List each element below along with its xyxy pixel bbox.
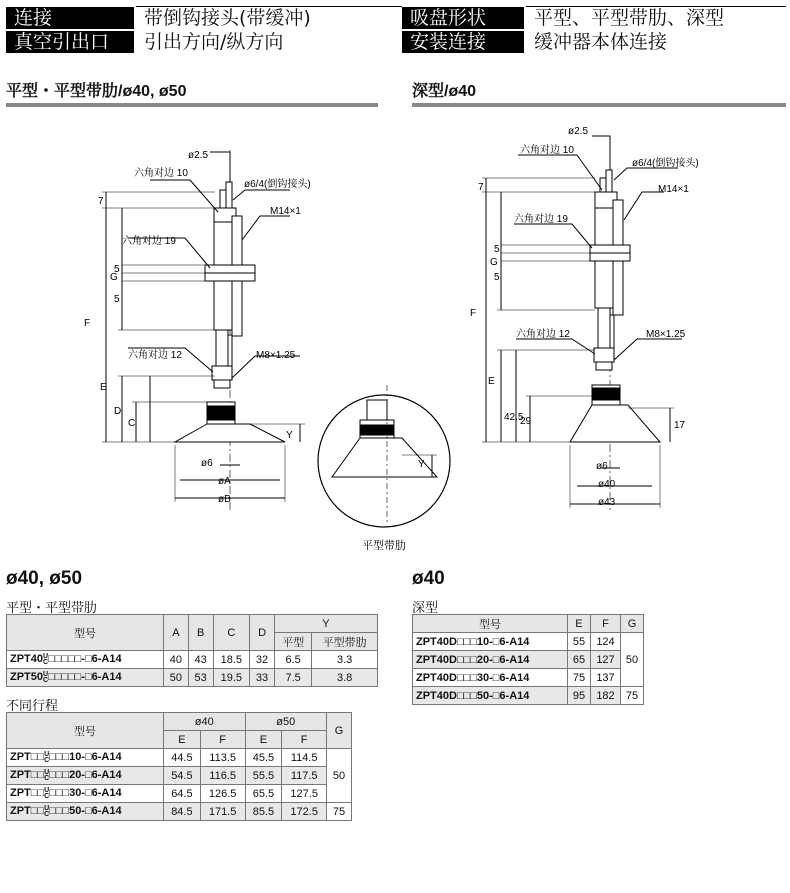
label-d6: ø6 bbox=[596, 461, 608, 472]
th-model: 型号 bbox=[7, 713, 164, 749]
spec-value-vacuum-port: 引出方向/纵方向 bbox=[135, 30, 402, 54]
cell-c: 18.5 bbox=[213, 651, 250, 669]
label-dim5b: 5 bbox=[114, 294, 120, 305]
cell-e50: 55.5 bbox=[245, 767, 282, 785]
uc-mark: U C bbox=[44, 768, 50, 782]
label-dA: øA bbox=[218, 476, 231, 487]
label-d43: ø43 bbox=[598, 497, 616, 508]
cell-model: ZPT40D□□□50-□6-A14 bbox=[413, 687, 568, 705]
table-stroke bbox=[6, 712, 352, 821]
table-flat-title: 平型・平型带肋 bbox=[6, 600, 98, 615]
table-row bbox=[7, 749, 352, 767]
cell-f: 124 bbox=[590, 633, 620, 651]
label-m8: M8×1.25 bbox=[646, 329, 686, 340]
cell-f: 137 bbox=[590, 669, 620, 687]
label-dimC: C bbox=[128, 418, 136, 429]
cell-f40: 126.5 bbox=[200, 785, 245, 803]
cell-f40: 171.5 bbox=[200, 803, 245, 821]
label-hex19: 六角对边 19 bbox=[122, 236, 176, 247]
label-dim425: 42.5 bbox=[504, 412, 524, 423]
label-dimY: Y bbox=[286, 430, 293, 441]
cell-c: 19.5 bbox=[213, 669, 250, 687]
cell-f: 182 bbox=[590, 687, 620, 705]
cell-y-rib: 3.8 bbox=[312, 669, 378, 687]
model-suffix: □□□□□-□6-A14 bbox=[48, 653, 122, 666]
label-d6: ø6 bbox=[201, 458, 213, 469]
th-f: F bbox=[282, 731, 327, 749]
label-dimE: E bbox=[100, 382, 107, 393]
cell-e40: 54.5 bbox=[164, 767, 201, 785]
cell-y-flat: 6.5 bbox=[274, 651, 311, 669]
cell-g: 50 bbox=[327, 749, 352, 803]
cell-a: 40 bbox=[164, 651, 189, 669]
model-suffix: □□□□□-□6-A14 bbox=[48, 671, 122, 684]
spec-key-connection: 连接 bbox=[6, 7, 135, 31]
label-dim29: 29 bbox=[520, 416, 532, 427]
th-rib: 平型带肋 bbox=[312, 633, 378, 651]
th-y: Y bbox=[274, 615, 377, 633]
th-a: A bbox=[164, 615, 189, 651]
cell-f50: 114.5 bbox=[282, 749, 327, 767]
th-b: B bbox=[188, 615, 213, 651]
table-row bbox=[413, 651, 644, 669]
cell-b: 43 bbox=[188, 651, 213, 669]
cell-e50: 45.5 bbox=[245, 749, 282, 767]
label-dim5a: 5 bbox=[114, 264, 120, 275]
th-model: 型号 bbox=[7, 615, 164, 651]
uc-mark: U C bbox=[44, 750, 50, 764]
table-flat bbox=[6, 614, 378, 687]
label-dim7: 7 bbox=[98, 196, 104, 207]
label-dB: øB bbox=[218, 494, 231, 505]
cell-f50: 117.5 bbox=[282, 767, 327, 785]
th-d: D bbox=[250, 615, 275, 651]
model-suffix: □□□20-□6-A14 bbox=[49, 769, 122, 782]
table-deep bbox=[412, 614, 644, 705]
th-c: C bbox=[213, 615, 250, 651]
th-flat: 平型 bbox=[274, 633, 311, 651]
label-dimE: E bbox=[488, 376, 495, 387]
model-prefix: ZPT□□ bbox=[10, 787, 45, 800]
uc-mark: U C bbox=[43, 670, 49, 684]
th-e: E bbox=[245, 731, 282, 749]
label-hex12: 六角对边 12 bbox=[128, 350, 182, 361]
cell-b: 53 bbox=[188, 669, 213, 687]
detail-caption: 平型带肋 bbox=[362, 540, 406, 552]
spec-row bbox=[6, 7, 786, 31]
table-deep-title: 深型 bbox=[412, 600, 439, 615]
cell-f50: 127.5 bbox=[282, 785, 327, 803]
cell-d: 33 bbox=[250, 669, 275, 687]
cell-e40: 44.5 bbox=[164, 749, 201, 767]
cell-g: 50 bbox=[621, 633, 644, 687]
cell-e: 65 bbox=[568, 651, 591, 669]
table-row bbox=[7, 785, 352, 803]
cell-e40: 64.5 bbox=[164, 785, 201, 803]
table-row bbox=[413, 669, 644, 687]
cell-model: ZPT40D□□□30-□6-A14 bbox=[413, 669, 568, 687]
cell-e: 55 bbox=[568, 633, 591, 651]
cell-e50: 85.5 bbox=[245, 803, 282, 821]
cell-f40: 116.5 bbox=[200, 767, 245, 785]
th-g: G bbox=[621, 615, 644, 633]
label-barb: ø6/4(倒钩接头) bbox=[244, 179, 311, 190]
th-e: E bbox=[164, 731, 201, 749]
cell-e: 95 bbox=[568, 687, 591, 705]
label-d25: ø2.5 bbox=[568, 126, 589, 137]
table-stroke-title: 不同行程 bbox=[6, 698, 59, 713]
cell-a: 50 bbox=[164, 669, 189, 687]
th-g: G bbox=[327, 713, 352, 749]
spec-value-mounting: 缓冲器本体连接 bbox=[525, 30, 786, 54]
spec-value-connection: 带倒钩接头(带缓冲) bbox=[135, 7, 402, 31]
label-dimD: D bbox=[114, 406, 122, 417]
left-table-heading: ø40, ø50 bbox=[6, 568, 83, 589]
table-row bbox=[7, 669, 378, 687]
model-prefix: ZPT40 bbox=[10, 653, 44, 666]
section-right bbox=[412, 78, 786, 107]
label-m14: M14×1 bbox=[658, 184, 689, 195]
label-d25: ø2.5 bbox=[188, 150, 209, 161]
section-title-flat: 平型・平型带肋/ø40, ø50 bbox=[6, 83, 187, 100]
label-dim17: 17 bbox=[674, 420, 686, 431]
th-d40: ø40 bbox=[164, 713, 246, 731]
cell-e50: 65.5 bbox=[245, 785, 282, 803]
label-dimG: G bbox=[490, 257, 498, 268]
spec-key-pad-shape: 吸盘形状 bbox=[402, 7, 525, 31]
th-d50: ø50 bbox=[245, 713, 327, 731]
drawing-deep bbox=[412, 120, 790, 520]
model-suffix: □□□50-□6-A14 bbox=[49, 805, 122, 818]
label-m8: M8×1.25 bbox=[256, 350, 296, 361]
label-d40: ø40 bbox=[598, 479, 616, 490]
label-barb: ø6/4(倒钩接头) bbox=[632, 158, 699, 169]
table-row bbox=[7, 651, 378, 669]
cell-f50: 172.5 bbox=[282, 803, 327, 821]
spec-key-mounting: 安装连接 bbox=[402, 30, 525, 54]
th-f: F bbox=[200, 731, 245, 749]
spec-row bbox=[6, 30, 786, 54]
uc-mark: U C bbox=[44, 804, 50, 818]
section-bar bbox=[412, 103, 786, 107]
cell-f40: 113.5 bbox=[200, 749, 245, 767]
model-suffix: □□□10-□6-A14 bbox=[49, 751, 122, 764]
th-f: F bbox=[590, 615, 620, 633]
label-dim7: 7 bbox=[478, 182, 484, 193]
th-e: E bbox=[568, 615, 591, 633]
model-prefix: ZPT50 bbox=[10, 671, 44, 684]
model-prefix: ZPT□□ bbox=[10, 751, 45, 764]
spec-key-vacuum-port: 真空引出口 bbox=[6, 30, 135, 54]
cell-d: 32 bbox=[250, 651, 275, 669]
right-table-heading: ø40 bbox=[412, 568, 445, 589]
cell-y-rib: 3.3 bbox=[312, 651, 378, 669]
section-title-deep: 深型/ø40 bbox=[412, 83, 477, 100]
model-prefix: ZPT□□ bbox=[10, 769, 45, 782]
label-dimF: F bbox=[84, 318, 91, 329]
table-row bbox=[7, 767, 352, 785]
label-m14: M14×1 bbox=[270, 206, 301, 217]
table-row bbox=[7, 803, 352, 821]
section-bar bbox=[6, 103, 378, 107]
cell-g: 75 bbox=[327, 803, 352, 821]
label-hex10: 六角对边 10 bbox=[520, 145, 574, 156]
uc-mark: U C bbox=[44, 786, 50, 800]
label-hex19: 六角对边 19 bbox=[514, 214, 568, 225]
th-model: 型号 bbox=[413, 615, 568, 633]
label-dim5a: 5 bbox=[494, 244, 500, 255]
table-row bbox=[413, 687, 644, 705]
cell-f: 127 bbox=[590, 651, 620, 669]
cell-model: ZPT40D□□□20-□6-A14 bbox=[413, 651, 568, 669]
model-prefix: ZPT□□ bbox=[10, 805, 45, 818]
cell-e: 75 bbox=[568, 669, 591, 687]
model-suffix: □□□30-□6-A14 bbox=[49, 787, 122, 800]
spec-value-pad-shape: 平型、平型带肋、深型 bbox=[525, 7, 786, 31]
uc-mark: U C bbox=[43, 652, 49, 666]
section-left bbox=[6, 78, 378, 107]
cell-e40: 84.5 bbox=[164, 803, 201, 821]
label-dimF: F bbox=[470, 308, 477, 319]
label-dim5b: 5 bbox=[494, 272, 500, 283]
cell-model: ZPT40D□□□10-□6-A14 bbox=[413, 633, 568, 651]
cell-y-flat: 7.5 bbox=[274, 669, 311, 687]
table-row bbox=[413, 633, 644, 651]
label-hex12: 六角对边 12 bbox=[516, 329, 570, 340]
label-dimG: G bbox=[110, 272, 118, 283]
label-hex10: 六角对边 10 bbox=[134, 168, 188, 179]
spec-table bbox=[6, 6, 786, 55]
detail-dim-y: Y bbox=[418, 459, 425, 470]
cell-g: 75 bbox=[621, 687, 644, 705]
